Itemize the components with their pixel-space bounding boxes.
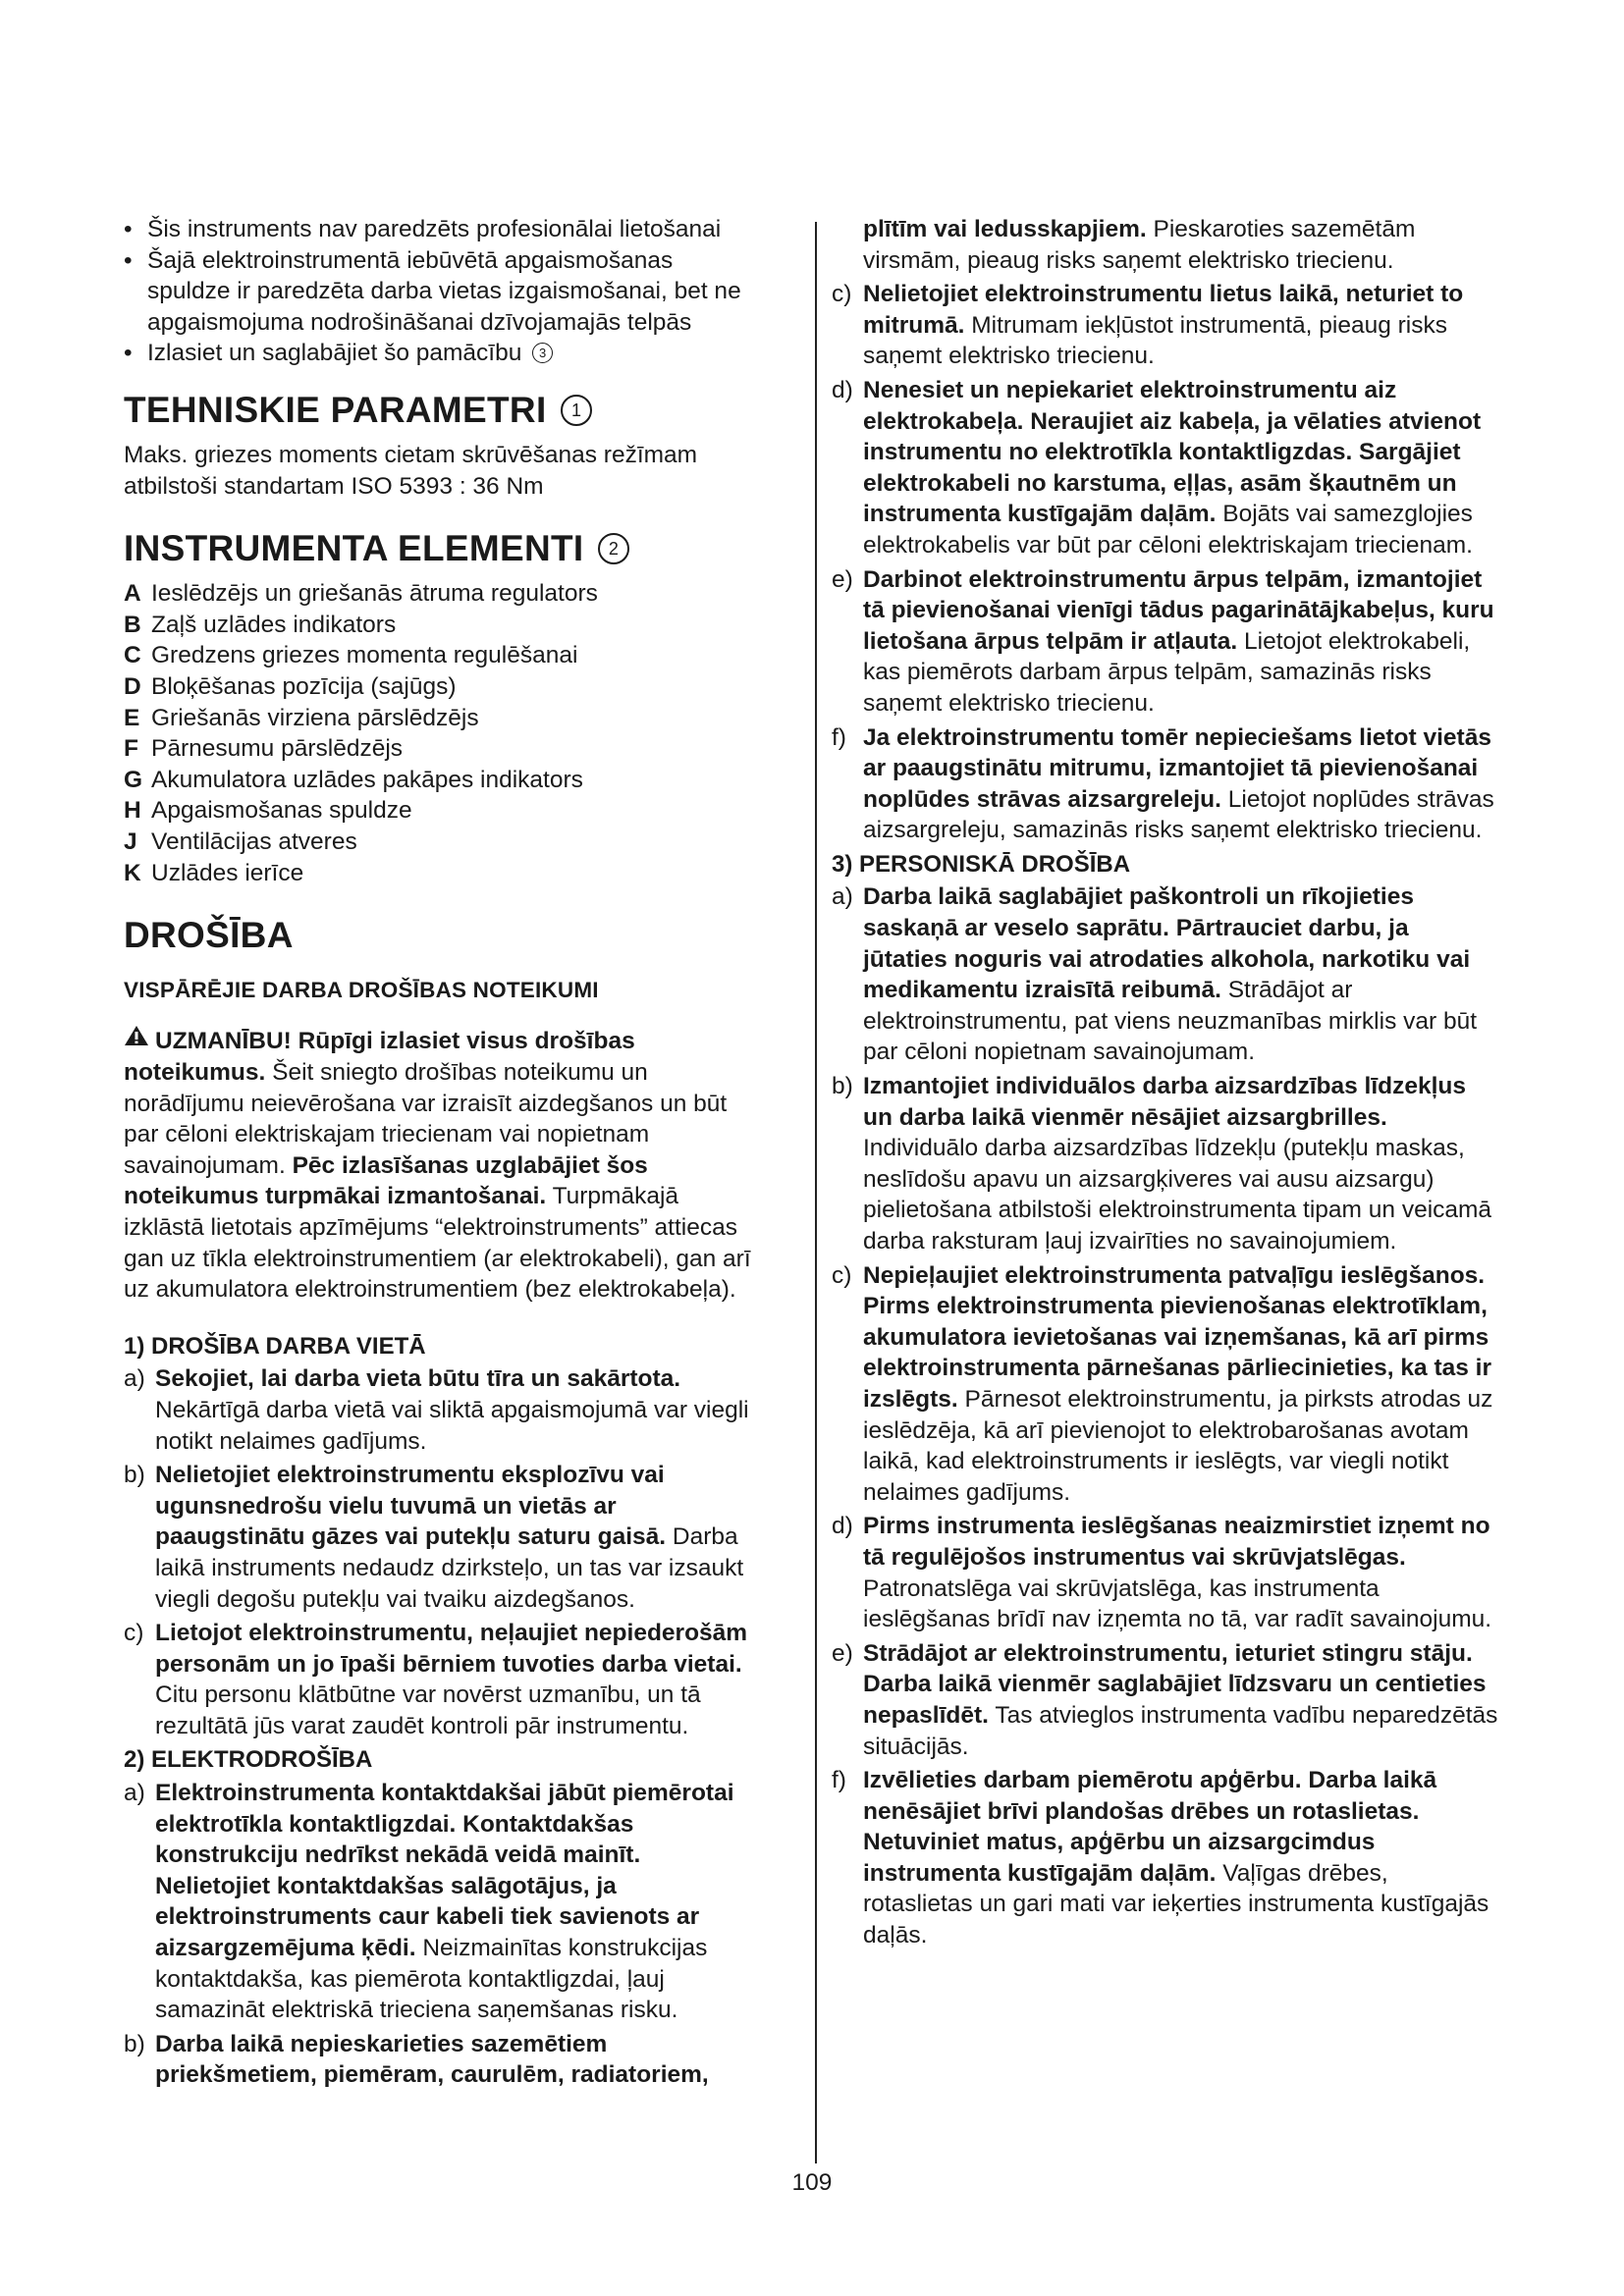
- element-item: K Uzlādes ierīce: [124, 859, 304, 886]
- element-item: J Ventilācijas atveres: [124, 828, 357, 855]
- column-divider: [815, 222, 817, 2163]
- element-item: H Apgaismošanas spuldze: [124, 797, 412, 825]
- element-item: G Akumulatora uzlādes pakāpes indikators: [124, 766, 583, 793]
- rule-item: f) Izvēlieties darbam piemērotu apģērbu. Darba laikā nenēsājiet brīvi plandošas drēbes un rotaslietas. Netuviniet matus, apģērbu un aizsargcimdus instrumenta kustīgajām daļām. Vaļīgas drēbes, rotaslietas un gari mati var ieķerties instrumenta kustīgajās daļās.: [832, 1767, 1489, 1949]
- rule-item: b) Izmantojiet individuālos darba aizsardzības līdzekļus un darba laikā vienmēr nēsājiet aizsargbrilles. Individuālo darba aizsardzības līdzekļu (putekļu maskas, neslīdošu apavu un aizsargķiveres vai ausu aizsargu) pielietošana atbilstoši elektroinstrumenta tipam un veicamā darba raksturam ļauj izvairīties no savainojumiem.: [832, 1073, 1492, 1255]
- rule-item: c) Nelietojiet elektroinstrumentu lietus laikā, neturiet to mitrumā. Mitrumam iekļūstot instrumentā, pieaug risks saņemt elektrisko triecienu.: [832, 281, 1464, 370]
- safety-title: DROŠĪBA: [124, 915, 294, 956]
- page-number: 109: [791, 2169, 833, 2196]
- rule-item: e) Strādājot ar elektroinstrumentu, ieturiet stingru stāju. Darba laikā vienmēr saglabājiet līdzsvaru un centieties nepaslīdēt. Tas atvieglos instrumenta vadību neparedzētās situācijās.: [832, 1639, 1498, 1760]
- tech-title: TEHNISKIE PARAMETRI 1: [124, 389, 752, 432]
- rule-item: c) Lietojot elektroinstrumentu, neļaujiet nepiederošām personām un jo īpaši bērniem tuvoties darba vietai. Citu personu klātbūtne var novērst uzmanību, un tā rezultātā jūs varat zaudēt kontroli pār instrumentu.: [124, 1620, 748, 1739]
- rule-item: a) Sekojiet, lai darba vieta būtu tīra un sakārtota. Nekārtīgā darba vietā vai sliktā apgaismojumā var viegli notikt nelaimes gadījums.: [124, 1365, 749, 1455]
- element-item: D Bloķēšanas pozīcija (sajūgs): [124, 672, 457, 700]
- intro-bullet: • Šis instruments nav paredzēts profesionālai lietošanai: [124, 214, 752, 245]
- intro-bullet: • Izlasiet un saglabājiet šo pamācību 3: [124, 338, 752, 369]
- element-item: E Griešanās virziena pārslēdzējs: [124, 704, 479, 731]
- section-heading-1: 1) DROŠĪBA DARBA VIETĀ: [124, 1332, 426, 1360]
- intro-bullet: • Šajā elektroinstrumentā iebūvētā apgaismošanas spuldze ir paredzēta darba vietas izgaismošanai, bet ne apgaismojuma nodrošināšanai dzīvojamajās telpās: [124, 245, 752, 339]
- section-heading-2: 2) ELEKTRODROŠĪBA: [124, 1746, 373, 1774]
- ref-circle: 3: [532, 343, 553, 363]
- safety-subtitle: VISPĀRĒJIE DARBA DROŠĪBAS NOTEIKUMI: [124, 978, 599, 1003]
- left-column: [124, 214, 752, 2094]
- rule-item: b) Darba laikā nepieskarieties sazemētiem priekšmetiem, piemēram, caurulēm, radiatoriem,: [124, 2030, 709, 2089]
- element-item: A Ieslēdzējs un griešanās ātruma regulators: [124, 580, 598, 608]
- rule-item: c) Nepieļaujiet elektroinstrumenta patvaļīgu ieslēgšanos. Pirms elektroinstrumenta pievienošanas elektrotīklam, akumulatora ievietošanas vai izņemšanas, kā arī pirms elektroinstrumenta pārnešanas pārliecinieties, ka tas ir izslēgts. Pārnesot elektroinstrumentu, ja pirksts atrodas uz ieslēdzēja, kā arī pievienojot to elektrobarošanas avotam laikā, kad elektroinstruments ir ieslēgts, var viegli notikt nelaimes gadījums.: [832, 1261, 1493, 1506]
- rule-item: f) Ja elektroinstrumentu tomēr nepieciešams lietot vietās ar paaugstinātu mitrumu, izmantojiet tā pievienošanai noplūdes strāvas aizsargreleju. Lietojot noplūdes strāvas aizsargreleju, samazinās risks saņemt elektrisko triecienu.: [832, 723, 1494, 844]
- rule-item: a) Elektroinstrumenta kontaktdakšai jābūt piemērotai elektrotīkla kontaktligzdai. Kontaktdakšas konstrukciju nedrīkst nekādā veidā mainīt. Nelietojiet kontaktdakšas salāgotājus, ja elektroinstruments caur kabeli tiek savienots ar aizsargzemējuma ķēdi. Neizmainītas konstrukcijas kontaktdakša, kas piemērota kontaktligzdai, ļauj samazināt elektriskā trieciena saņemšanas risku.: [124, 1780, 734, 2024]
- element-item: C Gredzens griezes momenta regulēšanai: [124, 642, 578, 669]
- intro-bullets: [124, 214, 752, 369]
- warning-paragraph: UZMANĪBU! Rūpīgi izlasiet visus drošības noteikumus. Šeit sniegto drošības noteikumu un norādījumu neievērošana var izraisīt aizdegšanos un būt par cēloni elektriskajam triecienam vai nopietnam savainojumam. Pēc izlasīšanas uzglabājiet šos noteikumus turpmākai izmantošanai. Turpmākajā izklāstā lietotais apzīmējums “elektroinstruments” attiecas gan uz tīkla elektroinstrumentiem (ar elektrokabeli), gan arī uz akumulatora elektroinstrumentiem (bez elektrokabeļa).: [124, 1026, 752, 1306]
- ref-circle: 1: [561, 395, 592, 426]
- rule-item: a) Darba laikā saglabājiet paškontroli un rīkojieties saskaņā ar veselo saprātu. Pārtrauciet darbu, ja jūtaties noguris vai atrodaties alkohola, narkotiku vai medikamentu izraisītā reibumā. Strādājot ar elektroinstrumentu, pat viens neuzmanības mirklis var būt par cēloni nopietnam savainojumam.: [832, 883, 1478, 1066]
- rule-item: b) Nelietojiet elektroinstrumentu eksplozīvu vai ugunsnedrošu vielu tuvumā un vietās ar paaugstinātu gāzes vai putekļu saturu gaisā. Darba laikā instruments nedaudz dzirksteļo, un tas var izsaukt viegli degošu putekļu vai tvaiku aizdegšanos.: [124, 1462, 744, 1613]
- rule-item-continued: plītīm vai ledusskapjiem. Pieskaroties sazemētām virsmām, pieaug risks saņemt elektrisko triecienu.: [863, 216, 1416, 274]
- elements-list: [124, 578, 752, 888]
- right-column: [832, 214, 1499, 1954]
- element-item: B Zaļš uzlādes indikators: [124, 611, 397, 638]
- tech-text: Maks. griezes moments cietam skrūvēšanas režīmam atbilstoši standartam ISO 5393 : 36 Nm: [124, 441, 698, 500]
- elements-title: INSTRUMENTA ELEMENTI 2: [124, 527, 752, 570]
- rule-item: d) Pirms instrumenta ieslēgšanas neaizmirstiet izņemt no tā regulējošos instrumentus vai skrūvjatslēgas. Patronatslēga vai skrūvjatslēga, kas instrumenta ieslēgšanas brīdī nav izņemta no tā, var radīt savainojumu.: [832, 1513, 1492, 1633]
- rule-item: e) Darbinot elektroinstrumentu ārpus telpām, izmantojiet tā pievienošanai vienīgi tādus pagarinātājkabeļus, kuru lietošana ārpus telpām ir atļauta. Lietojot elektrokabeli, kas piemērots darbam ārpus telpām, samazinās risks saņemt elektrisko triecienu.: [832, 565, 1494, 717]
- rule-item: d) Nenesiet un nepiekariet elektroinstrumentu aiz elektrokabeļa. Neraujiet aiz kabeļa, ja vēlaties atvienot instrumentu no elektrotīkla kontaktligzdas. Sargājiet elektrokabeli no karstuma, eļļas, asām šķautnēm un instrumenta kustīgajām daļām. Bojāts vai samezglojies elektrokabelis var būt par cēloni elektriskajam triecienam.: [832, 376, 1482, 559]
- section-heading-3: 3) PERSONISKĀ DROŠĪBA: [832, 850, 1131, 878]
- element-item: F Pārnesumu pārslēdzējs: [124, 735, 404, 763]
- warning-triangle-icon: [124, 1024, 149, 1055]
- ref-circle: 2: [598, 533, 629, 564]
